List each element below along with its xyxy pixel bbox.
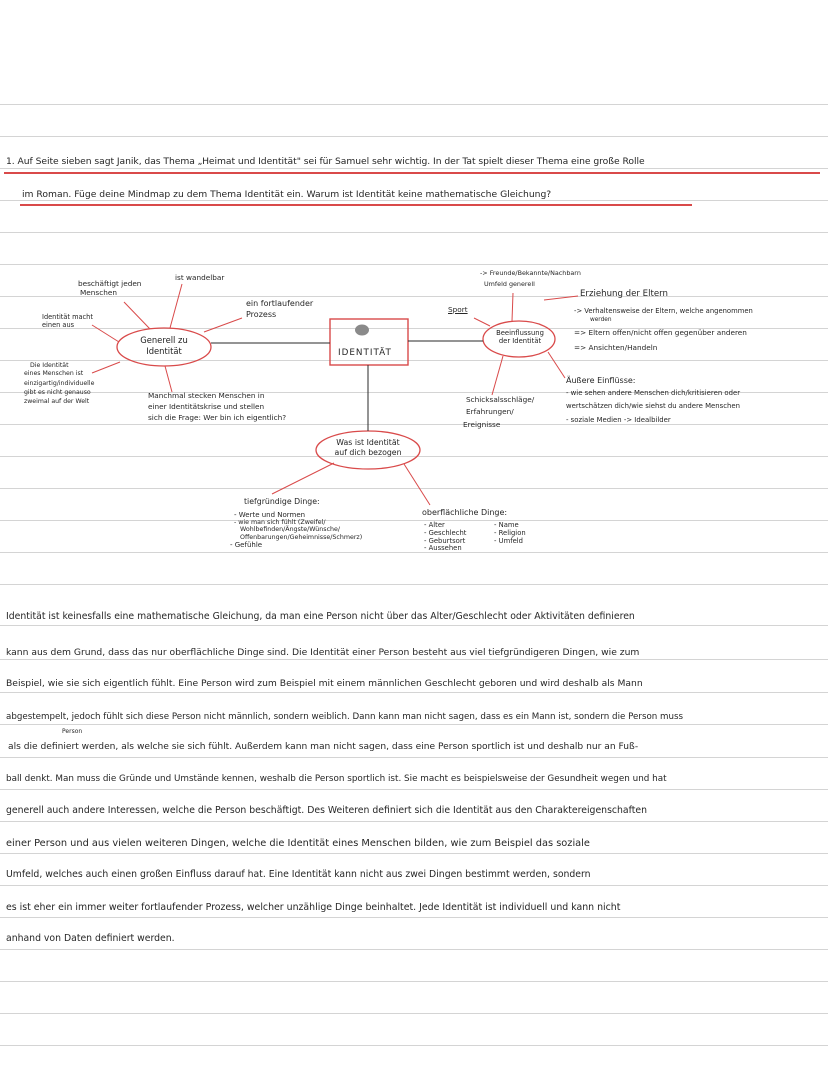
essay-line: kann aus dem Grund, dass das nur oberflächliche Dinge sind. Die Identität einer Person besteht aus viel tiefgründigeren Dingen, wie zum — [6, 647, 640, 658]
rule-line — [0, 885, 828, 886]
question-line-1: 1. Auf Seite sieben sagt Janik, das Thema „Heimat und Identität" sei für Samuel sehr wichtig. In der Tat spielt dieser Thema eine große Rolle — [6, 156, 645, 167]
rule-line — [0, 821, 828, 822]
surface-item: - Aussehen — [424, 544, 462, 553]
note-einzig-1: Die Identität — [30, 362, 69, 369]
note-erziehung-1b: werden — [590, 317, 612, 323]
rule-line — [0, 789, 828, 790]
essay-line: einer Person und aus vielen weiteren Dingen, welche die Identität eines Menschen bilden, wie zum Beispiel das soziale — [6, 838, 590, 849]
note-einzig-2: eines Menschen ist — [24, 370, 84, 377]
note-erziehung: Erziehung der Eltern — [580, 289, 668, 299]
bottom-bubble-line1: Was ist Identität — [336, 438, 400, 447]
note-krise-1: Manchmal stecken Menschen in — [148, 391, 265, 400]
note-macht-1: Identität macht — [42, 313, 93, 321]
rule-line — [0, 757, 828, 758]
essay-line: als die definiert werden, als welche sie sich fühlt. Außerdem kann man nicht sagen, dass eine Person sportlich ist und deshalb nur an Fuß- — [8, 742, 639, 752]
note-aeussere-1: - wie sehen andere Menschen dich/kritisieren oder — [566, 389, 741, 397]
note-aeussere: Äußere Einflüsse: — [566, 376, 636, 385]
surface-item: - Geschlecht — [424, 528, 467, 537]
rule-line — [0, 853, 828, 854]
note-einzig-4: gibt es nicht genauso — [24, 389, 91, 396]
note-krise-3: sich die Frage: Wer bin ich eigentlich? — [148, 413, 287, 422]
essay-line: Beispiel, wie sie sich eigentlich fühlt. Eine Person wird zum Beispiel mit einem männlichen Geschlecht geboren und wird deshalb als Mann — [6, 678, 643, 689]
question-line-2: im Roman. Füge deine Mindmap zu dem Thema Identität ein. Warum ist Identität keine mathematische Gleichung? — [22, 189, 552, 200]
rule-line — [0, 724, 828, 725]
bottom-bubble — [318, 438, 418, 457]
note-krise-2: einer Identitätskrise und stellen — [148, 402, 265, 411]
essay-insert: Person — [62, 728, 83, 735]
center-label: IDENTITÄT — [338, 348, 392, 358]
note-beschaeftigt: beschäftigt jeden — [78, 279, 142, 288]
right-bubble-line2: der Identität — [498, 337, 542, 346]
rule-line — [0, 917, 828, 918]
note-einzig-3: einzigartig/individuelle — [24, 380, 95, 387]
left-bubble — [118, 335, 210, 356]
surface-item: - Religion — [494, 528, 526, 537]
rule-line — [0, 949, 828, 950]
surface-item: - Name — [494, 521, 519, 529]
deep-list — [230, 511, 363, 549]
note-freunde: -> Freunde/Bekannte/Nachbarn — [480, 269, 581, 277]
essay-line: generell auch andere Interessen, welche die Person beschäftigt. Des Weiteren definiert sich die Identität aus den Charaktereigenschaften — [6, 805, 647, 816]
deep-item: - Werte und Normen — [234, 511, 306, 519]
bottom-bubble-line2: auf dich bezogen — [334, 447, 402, 457]
note-prozess-2: Prozess — [246, 310, 277, 319]
essay-line: Umfeld, welches auch einen großen Einfluss darauf hat. Eine Identität kann nicht aus zwei Dingen bestimmt werden, sondern — [6, 869, 591, 880]
note-sport: Sport — [448, 305, 468, 314]
note-erziehung-2: => Eltern offen/nicht offen gegenüber anderen — [574, 328, 747, 337]
rule-line — [0, 625, 828, 626]
right-bubble — [485, 329, 555, 346]
essay-line: abgestempelt, jedoch fühlt sich diese Person nicht männlich, sondern weiblich. Dann kann man nicht sagen, dass es ein Mann ist, sondern die Person muss — [6, 712, 684, 722]
note-umfeld: Umfeld generell — [484, 280, 535, 288]
deep-item: Offenbarungen/Geheimnisse/Schmerz) — [240, 533, 363, 541]
note-menschen: Menschen — [80, 288, 117, 297]
note-macht-2: einen aus — [42, 321, 75, 329]
essay-line: Identität ist keinesfalls eine mathematische Gleichung, da man eine Person nicht über das Alter/Geschlecht oder Aktivitäten definieren — [6, 611, 635, 622]
note-einzig-5: zweimal auf der Welt — [24, 398, 90, 405]
essay-line: anhand von Daten definiert werden. — [6, 933, 175, 944]
note-prozess-1: ein fortlaufender — [246, 299, 314, 308]
surface-list-left — [424, 522, 466, 553]
left-bubble-line2: Identität — [146, 345, 182, 356]
essay-line: ball denkt. Man muss die Gründe und Umstände kennen, weshalb die Person sportlich ist. Sie macht es beispielsweise der Gesundheit wegen und hat — [6, 774, 667, 784]
rule-line — [0, 659, 828, 660]
right-bubble-line1: Beeinflussung — [496, 329, 544, 337]
deep-item: - Gefühle — [230, 540, 263, 549]
deep-item: - wie man sich fühlt (Zweifel/ — [234, 519, 326, 527]
surface-item: - Geburtsort — [424, 536, 466, 545]
deep-item: Wohlbefinden/Ängste/Wünsche/ — [240, 526, 341, 534]
essay-line: es ist eher ein immer weiter fortlaufender Prozess, welcher unzählige Dinge beinhaltet. Jede Identität ist individuell und kann nicht — [6, 902, 621, 913]
surface-title: oberflächliche Dinge: — [422, 508, 508, 517]
rule-line — [0, 981, 828, 982]
note-erziehung-3: => Ansichten/Handeln — [574, 343, 658, 352]
surface-list-right — [494, 522, 526, 545]
note-wandelbar: ist wandelbar — [175, 273, 225, 282]
rule-line — [0, 692, 828, 693]
surface-item: - Alter — [424, 521, 445, 529]
fingerprint-icon — [355, 325, 369, 336]
surface-item: - Umfeld — [494, 536, 523, 545]
deep-title: tiefgründige Dinge: — [244, 497, 320, 506]
rule-line — [0, 1045, 828, 1046]
note-aeussere-2: wertschätzen dich/wie siehst du andere Menschen — [566, 402, 740, 410]
note-schicksal-2: Erfahrungen/ — [466, 407, 514, 416]
note-erziehung-1: -> Verhaltensweise der Eltern, welche angenommen — [574, 307, 753, 315]
note-aeussere-3: - soziale Medien -> Idealbilder — [566, 416, 671, 424]
rule-line — [0, 1013, 828, 1014]
note-schicksal-3: Ereignisse — [463, 420, 501, 429]
left-bubble-line1: Generell zu — [140, 335, 188, 345]
note-schicksal-1: Schicksalsschläge/ — [466, 395, 535, 404]
